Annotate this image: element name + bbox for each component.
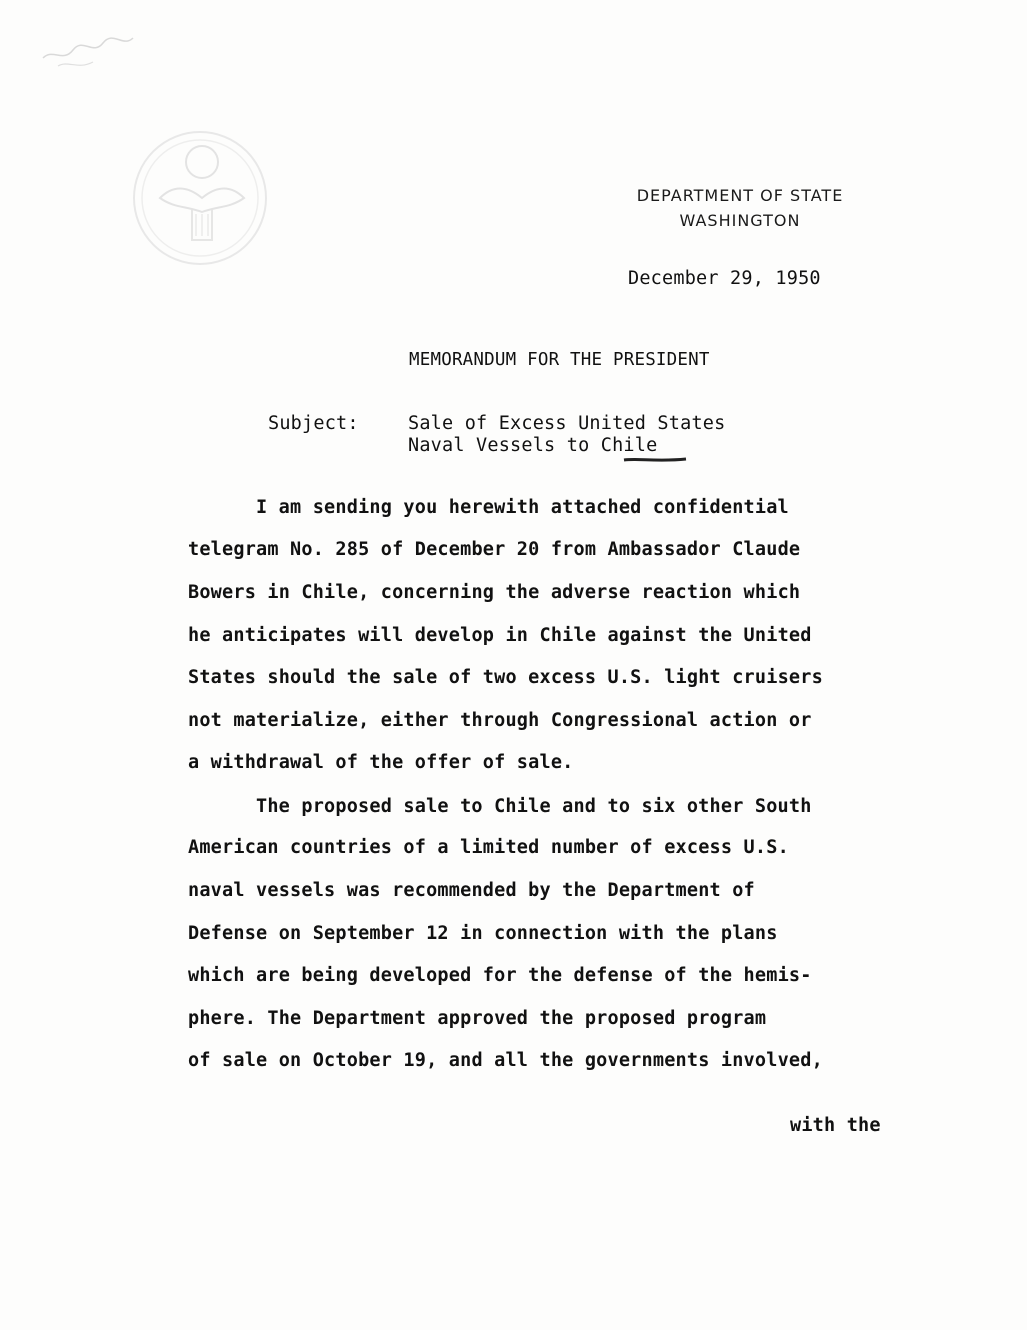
embossed-seal-icon — [130, 128, 270, 268]
paragraph2-line: American countries of a limited number of excess U.S. — [188, 837, 789, 858]
handwritten-mark — [38, 28, 138, 78]
paragraph2-line: The proposed sale to Chile and to six other South — [256, 796, 812, 817]
paragraph1-line: telegram No. 285 of December 20 from Ambassador Claude — [188, 539, 801, 560]
paragraph2-line: which are being developed for the defense of the hemis- — [188, 965, 812, 986]
paragraph1-line: Bowers in Chile, concerning the adverse reaction which — [188, 582, 801, 603]
paragraph1-line: States should the sale of two excess U.S. light cruisers — [188, 667, 823, 688]
subject-line-1: Sale of Excess United States — [408, 413, 726, 434]
continuation-catchword: with the — [790, 1115, 881, 1136]
paragraph2-line: Defense on September 12 in connection with the plans — [188, 923, 778, 944]
memo-title: MEMORANDUM FOR THE PRESIDENT — [409, 350, 710, 370]
letterhead-city: WASHINGTON — [679, 211, 801, 230]
letterhead-department: DEPARTMENT OF STATE — [636, 186, 844, 205]
paragraph1-line: he anticipates will develop in Chile against the United — [188, 625, 812, 646]
subject-line-2: Naval Vessels to Chile — [408, 435, 658, 456]
paragraph1-line: a withdrawal of the offer of sale. — [188, 752, 574, 773]
handwritten-underline — [622, 456, 688, 464]
paragraph2-line: phere. The Department approved the proposed program — [188, 1008, 767, 1029]
paragraph2-line: of sale on October 19, and all the governments involved, — [188, 1050, 823, 1071]
paragraph1-line: not materialize, either through Congressional action or — [188, 710, 812, 731]
paragraph2-line: naval vessels was recommended by the Department of — [188, 880, 755, 901]
subject-label: Subject: — [268, 413, 359, 434]
memo-date: December 29, 1950 — [628, 268, 821, 289]
paragraph1-line: I am sending you herewith attached confidential — [256, 497, 789, 518]
